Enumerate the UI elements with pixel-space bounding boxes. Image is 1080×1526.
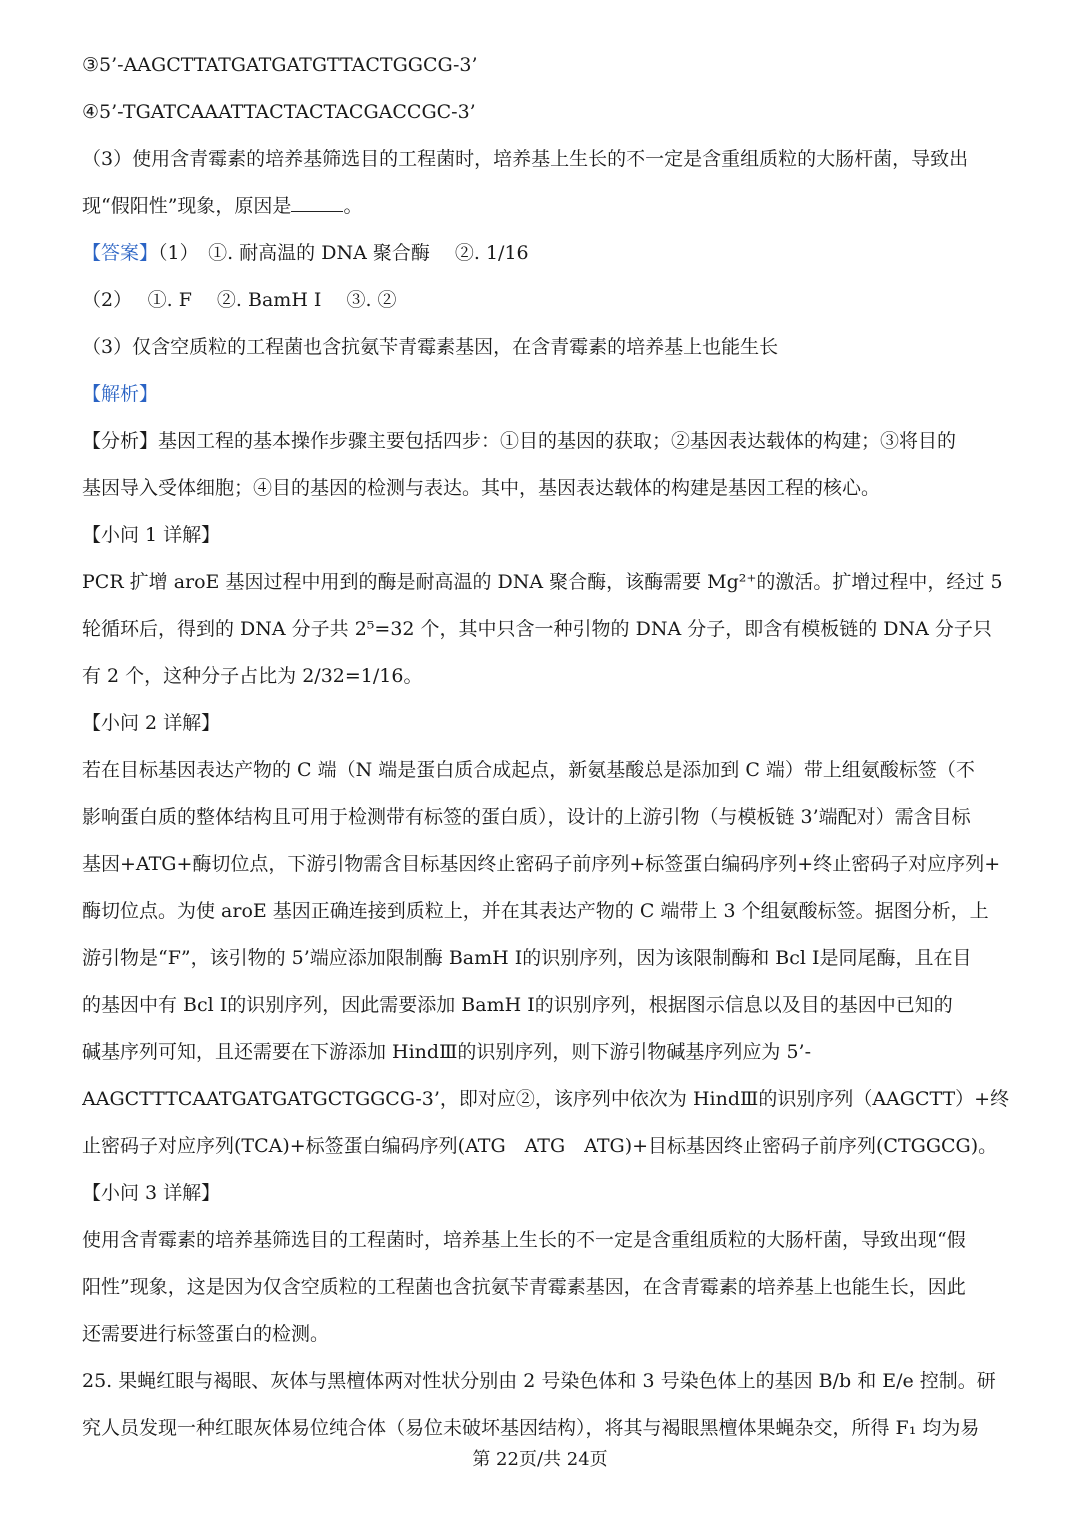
question-3-line-2 — [82, 193, 1012, 219]
answer-part-2: （2） ①. F ②. BamH Ⅰ ③. ② — [82, 289, 397, 311]
subquestion-1-line-1: PCR 扩增 aroE 基因过程中用到的酶是耐高温的 DNA 聚合酶，该酶需要 Mg²⁺的激活。扩增过程中，经过 5 — [82, 571, 1003, 593]
subquestion-2-line-3: 基因+ATG+酶切位点，下游引物需含目标基因终止密码子前序列+标签蛋白编码序列+终止密码子对应序列+ — [82, 853, 1001, 875]
subquestion-2-line-2: 影响蛋白质的整体结构且可用于检测带有标签的蛋白质），设计的上游引物（与模板链 3’端配对）需含目标 — [82, 806, 971, 828]
subquestion-2-heading: 【小问 2 详解】 — [82, 712, 221, 734]
option-4-sequence: ④5’-TGATCAAATTACTACTACGACCGC-3’ — [82, 101, 476, 123]
subquestion-2-line-4: 酶切位点。为使 aroE 基因正确连接到质粒上，并在其表达产物的 C 端带上 3 个组氨酸标签。据图分析，上 — [82, 900, 989, 922]
subquestion-3-line-1: 使用含青霉素的培养基筛选目的工程菌时，培养基上生长的不一定是含重组质粒的大肠杆菌，导致出现“假 — [82, 1229, 966, 1251]
question-3-text: 现“假阳性”现象，原因是 — [82, 195, 292, 217]
analysis-label: 【解析】 — [82, 383, 159, 405]
question-3-end: 。 — [343, 195, 363, 217]
question-25-line-2: 究人员发现一种红眼灰体易位纯合体（易位未破坏基因结构），将其与褐眼黑檀体果蝇杂交，所得 F₁ 均为易 — [82, 1417, 980, 1439]
answer-blank — [291, 195, 343, 212]
subquestion-2-line-1: 若在目标基因表达产物的 C 端（N 端是蛋白质合成起点，新氨基酸总是添加到 C 端）带上组氨酸标签（不 — [82, 759, 975, 781]
answer-part-1: （1） ①. 耐高温的 DNA 聚合酶 ②. 1/16 — [158, 242, 529, 264]
answer-label: 【答案】 — [82, 242, 159, 264]
question-25-line-1: 25. 果蝇红眼与褐眼、灰体与黑檀体两对性状分别由 2 号染色体和 3 号染色体上的基因 B/b 和 E/e 控制。研 — [82, 1370, 996, 1392]
subquestion-2-line-9: 止密码子对应序列(TCA)+标签蛋白编码序列(ATG ATG ATG)+目标基因终止密码子前序列(CTGGCG)。 — [82, 1135, 998, 1157]
answer-part-3: （3）仅含空质粒的工程菌也含抗氨苄青霉素基因，在含青霉素的培养基上也能生长 — [82, 336, 779, 358]
subquestion-2-line-6: 的基因中有 Bcl Ⅰ的识别序列，因此需要添加 BamH Ⅰ的识别序列，根据图示信息以及目的基因中已知的 — [82, 994, 953, 1016]
subquestion-1-line-2: 轮循环后，得到的 DNA 分子共 2⁵=32 个，其中只含一种引物的 DNA 分子，即含有模板链的 DNA 分子只 — [82, 618, 992, 640]
subquestion-3-line-3: 还需要进行标签蛋白的检测。 — [82, 1323, 330, 1345]
analysis-line-2: 基因导入受体细胞；④目的基因的检测与表达。其中，基因表达载体的构建是基因工程的核心。 — [82, 477, 881, 499]
subquestion-3-line-2: 阳性”现象，这是因为仅含空质粒的工程菌也含抗氨苄青霉素基因，在含青霉素的培养基上也能生长，因此 — [82, 1276, 966, 1298]
analysis-line-1: 【分析】基因工程的基本操作步骤主要包括四步：①目的基因的获取；②基因表达载体的构建；③将目的 — [82, 430, 957, 452]
subquestion-2-line-5: 游引物是“F”，该引物的 5’端应添加限制酶 BamH Ⅰ的识别序列，因为该限制酶和 Bcl Ⅰ是同尾酶，且在目 — [82, 947, 972, 969]
subquestion-1-heading: 【小问 1 详解】 — [82, 524, 221, 546]
subquestion-2-line-7: 碱基序列可知，且还需要在下游添加 HindⅢ的识别序列，则下游引物碱基序列应为 5’- — [82, 1041, 811, 1063]
option-3-sequence: ③5’-AAGCTTATGATGATGTTACTGGCG-3’ — [82, 54, 478, 76]
subquestion-1-line-3: 有 2 个，这种分子占比为 2/32=1/16。 — [82, 665, 423, 687]
subquestion-3-heading: 【小问 3 详解】 — [82, 1182, 221, 1204]
page-number: 第 22页/共 24页 — [472, 1449, 608, 1470]
subquestion-2-line-8: AAGCTTTCAATGATGATGCTGGCG-3’，即对应②，该序列中依次为 HindⅢ的识别序列（AAGCTT）+终 — [82, 1088, 1010, 1110]
answer-line-1 — [82, 240, 1012, 266]
question-3-line-1: （3）使用含青霉素的培养基筛选目的工程菌时，培养基上生长的不一定是含重组质粒的大肠杆菌，导致出 — [82, 148, 969, 170]
